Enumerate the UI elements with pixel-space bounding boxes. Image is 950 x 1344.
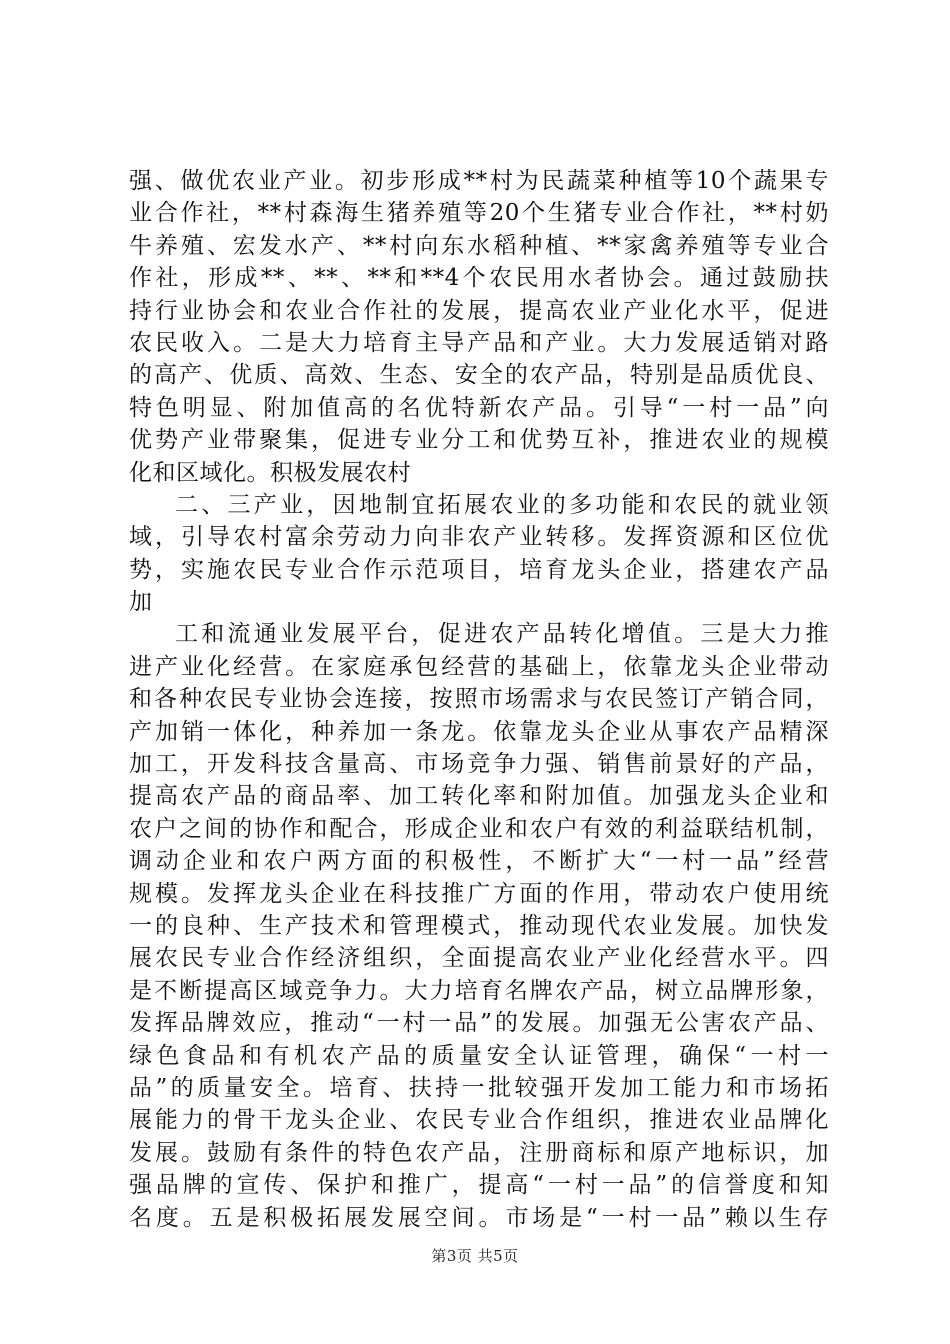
text-line: 是不断提高区域竞争力。大力培育名牌农产品，树立品牌形象， — [129, 977, 829, 1004]
text-line: 产加销一体化，种养加一条龙。依靠龙头企业从事农产品精深 — [129, 718, 829, 745]
paragraph-1 — [129, 165, 829, 489]
text-line: 强品牌的宣传、保护和推广，提高“一村一品”的信誉度和知 — [129, 1172, 829, 1199]
text-line: 优势产业带聚集，促进专业分工和优势互补，推进农业的规模 — [129, 427, 829, 454]
text-line: 品”的质量安全。培育、扶持一批较强开发加工能力和市场拓 — [129, 1074, 829, 1101]
text-line: 势，实施农民专业合作示范项目，培育龙头企业，搭建农产品 — [129, 556, 829, 583]
text-line: 展能力的骨干龙头企业、农民专业合作组织，推进农业品牌化 — [129, 1107, 829, 1134]
text-line: 作社，形成**、**、**和**4个农民用水者协会。通过鼓励扶 — [129, 265, 829, 292]
paragraph-2 — [129, 489, 829, 619]
text-line: 一的良种、生产技术和管理模式，推动现代农业发展。加快发 — [129, 912, 829, 939]
text-line: 工和流通业发展平台，促进农产品转化增值。三是大力推 — [175, 621, 829, 648]
text-line: 域，引导农村富余劳动力向非农产业转移。发挥资源和区位优 — [129, 524, 829, 551]
text-line: 调动企业和农户两方面的积极性，不断扩大“一村一品”经营 — [129, 848, 829, 875]
text-line: 持行业协会和农业合作社的发展，提高农业产业化水平，促进 — [129, 297, 829, 324]
text-line: 加 — [129, 589, 153, 616]
text-line: 农民收入。二是大力培育主导产品和产业。大力发展适销对路 — [129, 329, 829, 356]
text-line: 绿色食品和有机农产品的质量安全认证管理，确保“一村一 — [129, 1042, 829, 1069]
text-line: 提高农产品的商品率、加工转化率和附加值。加强龙头企业和 — [129, 783, 829, 810]
document-body — [129, 165, 829, 1234]
text-line: 农户之间的协作和配合，形成企业和农户有效的利益联结机制， — [129, 815, 829, 842]
text-line: 二、三产业，因地制宜拓展农业的多功能和农民的就业领 — [175, 491, 829, 518]
page-number-footer: 第3页 共5页 — [431, 1247, 519, 1265]
text-line: 展农民专业合作经济组织，全面提高农业产业化经营水平。四 — [129, 945, 829, 972]
text-line: 和各种农民专业协会连接，按照市场需求与农民签订产销合同， — [129, 686, 829, 713]
text-line: 名度。五是积极拓展发展空间。市场是“一村一品”赖以生存 — [129, 1204, 829, 1231]
text-line: 化和区域化。积极发展农村 — [129, 459, 411, 486]
text-line: 规模。发挥龙头企业在科技推广方面的作用，带动农户使用统 — [129, 880, 829, 907]
text-line: 牛养殖、宏发水产、**村向东水稻种植、**家禽养殖等专业合 — [129, 232, 829, 259]
text-line: 加工，开发科技含量高、市场竞争力强、销售前景好的产品， — [129, 751, 829, 778]
text-line: 发挥品牌效应，推动“一村一品”的发展。加强无公害农产品、 — [129, 1010, 829, 1037]
text-line: 特色明显、附加值高的名优特新农产品。引导“一村一品”向 — [129, 394, 829, 421]
text-line: 进产业化经营。在家庭承包经营的基础上，依靠龙头企业带动 — [129, 653, 829, 680]
text-line: 业合作社，**村森海生猪养殖等20个生猪专业合作社，**村奶 — [129, 200, 829, 227]
text-line: 的高产、优质、高效、生态、安全的农产品，特别是品质优良、 — [129, 362, 829, 389]
paragraph-3 — [129, 618, 829, 1233]
text-line: 强、做优农业产业。初步形成**村为民蔬菜种植等10个蔬果专 — [129, 168, 829, 194]
text-line: 发展。鼓励有条件的特色农产品，注册商标和原产地标识，加 — [129, 1139, 829, 1166]
